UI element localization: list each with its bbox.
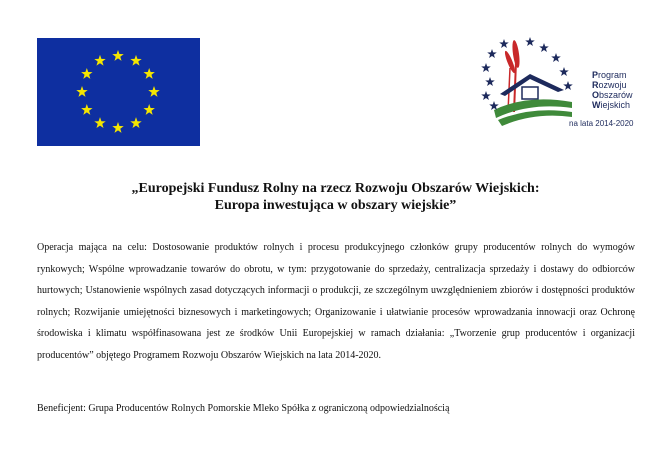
prow-star-icon [559, 67, 569, 76]
prow-star-icon [499, 39, 509, 48]
title-line-1: „Europejski Fundusz Rolny na rzecz Rozwoju Obszarów Wiejskich: [131, 181, 540, 196]
prow-star-icon [551, 53, 561, 62]
prow-star-icon [487, 49, 497, 58]
title-line-2: Europa inwestująca w obszary wiejskie” [214, 198, 457, 213]
document-title [0, 180, 671, 214]
prow-star-icon [485, 77, 495, 86]
prow-star-icon [563, 81, 573, 90]
operation-description: Operacja mająca na celu: Dostosowanie produktów rolnych i procesu produkcyjnego członków grupy producentów rolnych do wymogów rynkowych; Wspólne wprowadzanie towarów do obrotu, w tym: przygotowanie do sprzedaży, centralizacja sprzedaży i dostawy do odbiorców hurtowych; Ustanowienie wspólnych zasad dotyczących informacji o produkcji, ze szczególnym uwzględnieniem zbiorów i dostępności produktów rolnych; Rozwijanie umiejętności biznesowych i marketingowych; Organizowanie i ułatwianie procesów wprowadzania innowacji oraz Ochronę środowiska i klimatu współfinasowana jest ze środków Unii Europejskiej w ramach działania: „Tworzenie grup producentów i organizacji producentów” objętego Programem Rozwoju Obszarów Wiejskich na lata 2014-2020. [37, 242, 635, 361]
prow-period: na lata 2014-2020 [569, 119, 634, 128]
prow-initial: W [592, 100, 601, 110]
eu-flag-icon [37, 38, 200, 146]
prow-word: ozwoju [598, 80, 627, 90]
prow-program-name [592, 70, 633, 110]
prow-star-icon [481, 63, 491, 72]
prow-star-icon [525, 37, 535, 46]
prow-word: iejskich [600, 100, 631, 110]
beneficiary-line: Beneficjent: Grupa Producentów Rolnych Pomorskie Mleko Spółka z ograniczoną odpowiedzialnością [37, 403, 450, 414]
prow-word: rogram [598, 70, 627, 80]
prow-star-icon [481, 91, 491, 100]
prow-star-icon [539, 43, 549, 52]
prow-word: bszarów [599, 90, 633, 100]
prow-initial: P [592, 70, 599, 80]
prow-initial: O [592, 90, 600, 100]
prow-initial: R [592, 80, 599, 90]
